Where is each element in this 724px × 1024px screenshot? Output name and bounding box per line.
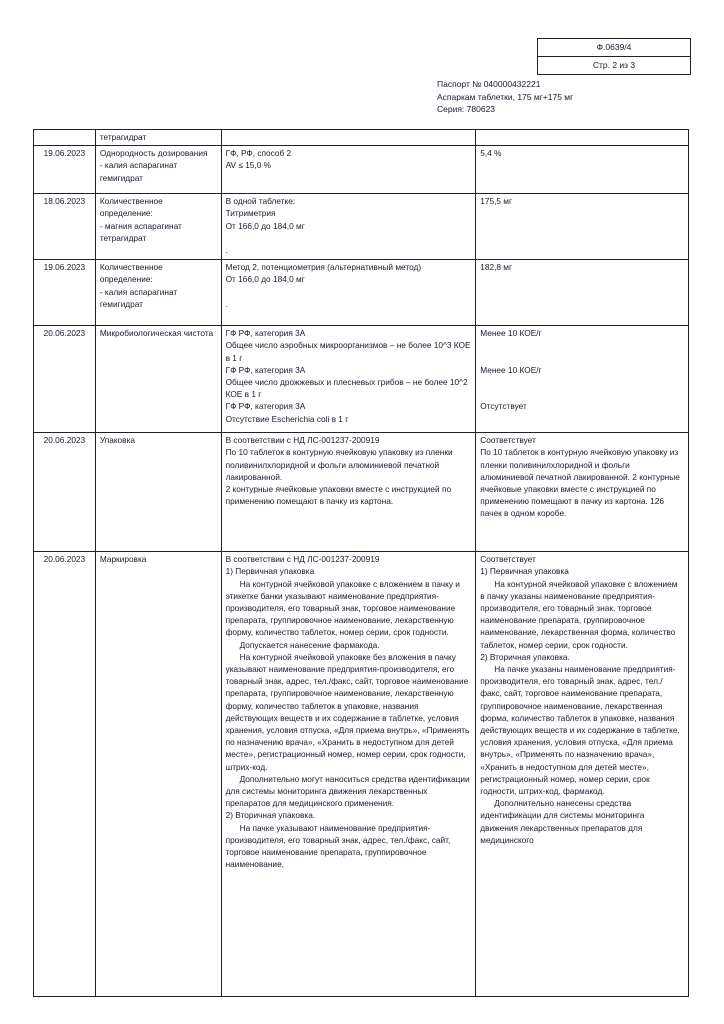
method-cell xyxy=(221,552,476,997)
test-name-cell: тетрагидрат xyxy=(95,130,221,146)
table-row xyxy=(34,433,689,552)
result-cell: 182,8 мг xyxy=(476,260,689,326)
result-paragraph: 1) Первичная упаковка xyxy=(480,566,569,577)
result-cell: 175,5 мг xyxy=(476,194,689,260)
method-paragraph: 1) Первичная упаковка xyxy=(225,566,315,577)
result-cell: 5,4 % xyxy=(476,146,689,194)
date-cell xyxy=(34,130,96,146)
method-paragraph: В соответствии с НД ЛС-001237-200919 xyxy=(225,554,380,565)
date-cell: 20.06.2023 xyxy=(34,552,96,997)
method-cell: В одной таблетке: Титриметрия От 166,0 до 184,0 мг . xyxy=(221,194,476,260)
test-name-cell: Маркировка xyxy=(95,552,221,997)
method-paragraph: Допускается нанесение фармакода. xyxy=(239,639,380,650)
result-cell xyxy=(476,130,689,146)
series-number: Серия: 780623 xyxy=(437,104,496,114)
result-cell: Менее 10 КОЕ/г Менее 10 КОЕ/г Отсутствует xyxy=(476,326,689,433)
method-paragraph: 2) Вторичная упаковка. xyxy=(225,810,316,821)
form-code: Ф.0639/4 xyxy=(596,42,632,52)
document-header xyxy=(437,78,573,116)
table-row xyxy=(34,130,689,146)
result-paragraph: На контурной ячейковой упаковке с вложением в пачку указаны наименование предприятия-производителя, его товарный знак, торговое наименование препарата, группировочное наименование, лекарственная форма, количество таблеток, номер серии, срок годности. xyxy=(480,578,678,650)
method-paragraph: На пачке указывают наименование предприятия-производителя, его товарный знак, адрес, тел./факс, сайт, торговое наименование препарата, группировочное наименование, xyxy=(225,822,451,870)
method-cell: ГФ, РФ, способ 2 AV ≤ 15,0 % xyxy=(221,146,476,194)
method-cell xyxy=(221,130,476,146)
product-name: Аспаркам таблетки, 175 мг+175 мг xyxy=(437,91,574,102)
specification-table xyxy=(33,129,689,997)
specification-table-body xyxy=(34,130,689,997)
method-paragraph: На контурной ячейковой упаковке без вложения в пачку указывают наименование предприятия-производителя, его товарный знак, адрес, тел./факс, сайт, торговое наименование препарата, группировочное наименование, лекарственную форму, количество таблеток в упаковке, названия действующих веществ и их содержание в таблетке, условия хранения, условия отпуска, «Для приема внутрь», «Применять по назначению врача», «Хранить в недоступном для детей месте», регистрационный номер, номер серии, срок годности, штрих-код. xyxy=(225,651,470,772)
table-row xyxy=(34,326,689,433)
result-cell xyxy=(476,552,689,997)
result-paragraph: Соответствует xyxy=(480,554,536,565)
test-name-cell: Однородность дозирования - калия аспарагинат гемигидрат xyxy=(95,146,221,194)
table-row xyxy=(34,260,689,326)
date-cell: 19.06.2023 xyxy=(34,146,96,194)
test-name-cell: Упаковка xyxy=(95,433,221,552)
page-number: Стр. 2 из 3 xyxy=(538,56,690,74)
method-cell: Метод 2, потенциометрия (альтернативный метод) От 166,0 до 184,0 мг . xyxy=(221,260,476,326)
table-row xyxy=(34,194,689,260)
method-paragraph: На контурной ячейковой упаковке с вложением в пачку и этикетке банки указывают наименование предприятия-производителя, его товарный знак, торговое наименование препарата, группировочное наименование, лекарственную форму, количество таблеток, номер серии, срок годности. xyxy=(225,578,460,638)
date-cell: 20.06.2023 xyxy=(34,326,96,433)
passport-number: Паспорт № 040000432221 xyxy=(437,79,541,89)
form-code-box xyxy=(537,38,691,75)
result-paragraph: Дополнительно нанесены средства идентификации для системы мониторинга движения лекарственных препаратов для медицинского xyxy=(480,798,645,845)
test-name-cell: Микробиологическая чистота xyxy=(95,326,221,433)
method-cell: ГФ РФ, категория 3А Общее число аэробных микроорганизмов – не более 10^3 КОЕ в 1 г ГФ РФ, категория 3А Общее число дрожжевых и плесневых грибов – не более 10^2 КОЕ в 1 г ГФ РФ, категория 3А Отсутствие Escherichia coli в 1 г xyxy=(221,326,476,433)
date-cell: 18.06.2023 xyxy=(34,194,96,260)
result-cell: Соответствует По 10 таблеток в контурную ячейковую упаковку из пленки поливинилхлоридной и фольги алюминиевой печатной лакированной. 2 контурные ячейковые упаковки вместе с инструкцией по применению помещают в пачку из картона. 126 пачек в одном коробе. xyxy=(476,433,689,552)
method-cell: В соответствии с НД ЛС-001237-200919 По 10 таблеток в контурную ячейковую упаковку из пленки поливинилхлоридной и фольги алюминиевой печатной лакированной. 2 контурные ячейковые упаковки вместе с инструкцией по применению помещают в пачку из картона. xyxy=(221,433,476,552)
table-row-marking xyxy=(34,552,689,997)
test-name-cell: Количественное определение: - магния аспарагинат тетрагидрат xyxy=(95,194,221,260)
result-paragraph: На пачке указаны наименование предприятия-производителя, его товарный знак, адрес, тел./факс, сайт, торговое наименование препарата, группировочное наименование, лекарственная форма, количество таблеток в упаковке, названия действующих веществ и их содержание в таблетке, условия хранения, условия отпуска, «Для приема внутрь», «Применять по назначению врача», «Хранить в недоступном для детей месте», регистрационный номер, номер серии, срок годности, штрих-код, фармакод. xyxy=(480,664,680,797)
date-cell: 19.06.2023 xyxy=(34,260,96,326)
method-paragraph: Дополнительно могут наноситься средства идентификации для системы мониторинга движения лекарственных препаратов для медицинского применения. xyxy=(225,773,470,809)
date-cell: 20.06.2023 xyxy=(34,433,96,552)
result-paragraph: 2) Вторичная упаковка. xyxy=(480,651,570,662)
table-row xyxy=(34,146,689,194)
test-name-cell: Количественное определение: - калия аспарагинат гемигидрат xyxy=(95,260,221,326)
